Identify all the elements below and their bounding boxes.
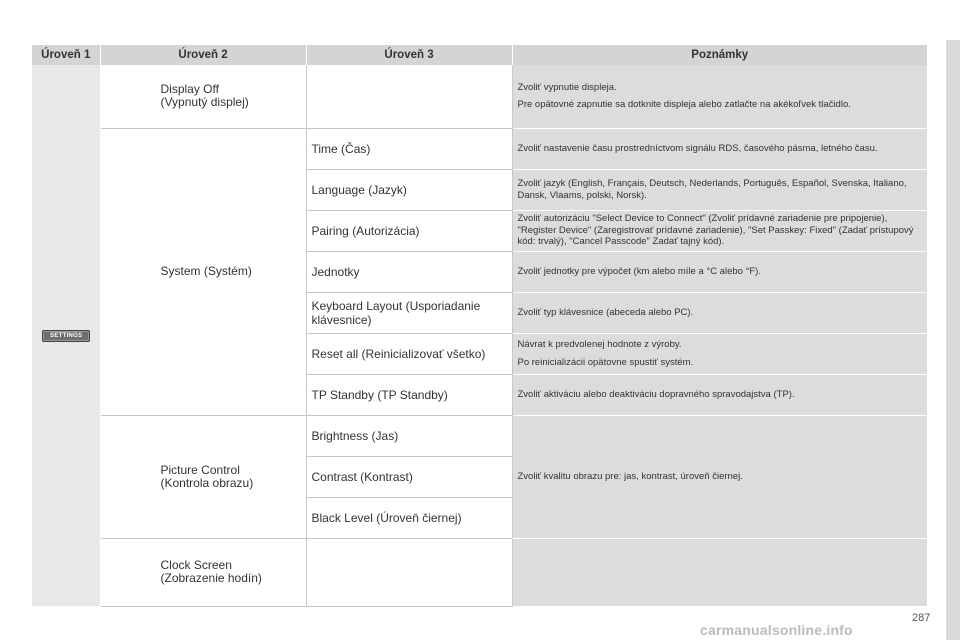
level-3-cell: Time (Čas) xyxy=(306,128,512,169)
level-3-cell: TP Standby (TP Standby) xyxy=(306,374,512,415)
note-text: Zvoliť typ klávesnice (abeceda alebo PC). xyxy=(517,306,694,318)
level-2-sublabel: (Kontrola obrazu) xyxy=(160,475,254,490)
level-2-cell xyxy=(100,415,306,538)
level-3-cell: Jednotky xyxy=(306,251,512,292)
header-level-1: Úroveň 1 xyxy=(32,45,100,65)
level-2-sublabel: (Vypnutý displej) xyxy=(160,95,249,110)
level-2-label: Clock Screen xyxy=(160,558,232,572)
notes-cell xyxy=(512,169,927,210)
level-3-cell: Brightness (Jas) xyxy=(306,415,512,456)
table-row xyxy=(32,128,927,169)
level-2-label: Picture Control xyxy=(160,462,240,477)
note-text: Pre opätovné zapnutie sa dotknite displeja alebo zatlačte na akékoľvek tlačidlo. xyxy=(517,99,851,111)
notes-cell xyxy=(512,251,927,292)
settings-menu-table xyxy=(32,45,927,607)
header-notes: Poznámky xyxy=(512,45,927,65)
notes-cell xyxy=(512,415,927,538)
notes-cell xyxy=(512,374,927,415)
note-text: Po reinicializácii opätovne spustiť systém. xyxy=(517,356,694,368)
note-text: Návrat k predvolenej hodnote z výroby. xyxy=(517,339,682,350)
level-3-cell xyxy=(306,538,512,606)
table-row xyxy=(32,65,927,128)
table-row xyxy=(32,415,927,456)
level-3-cell: Keyboard Layout (Usporiadanie klávesnice) xyxy=(306,292,512,333)
note-text: Zvoliť nastavenie času prostredníctvom signálu RDS, časového pásma, letného času. xyxy=(517,142,878,154)
notes-cell xyxy=(512,333,927,374)
level-2-label: Display Off xyxy=(160,82,219,97)
notes-cell xyxy=(512,210,927,251)
note-text: Zvoliť kvalitu obrazu pre: jas, kontrast, úroveň čiernej. xyxy=(517,470,743,482)
notes-cell xyxy=(512,538,927,606)
page-edge-strip xyxy=(946,40,960,640)
settings-button-icon: SETTINGS xyxy=(42,330,90,342)
watermark: carmanualsonline.info xyxy=(700,622,853,638)
level-3-cell: Reset all (Reinicializovať všetko) xyxy=(306,333,512,374)
level-3-cell: Contrast (Kontrast) xyxy=(306,456,512,497)
level-2-cell xyxy=(100,538,306,606)
note-text: Zvoliť autorizáciu "Select Device to Connect" (Zvoliť prídavné zariadenie pre pripojenie), "Register Device" (Zaregistrovať prídavné zariadenie), "Set Passkey: Fixed" (Zadať prístupový kód: trvalý), "Cancel Passcode" Zadať tajný kód). xyxy=(517,213,914,248)
level-3-cell xyxy=(306,65,512,128)
page-number: 287 xyxy=(912,612,931,624)
level-3-cell: Pairing (Autorizácia) xyxy=(306,210,512,251)
level-2-label: System (Systém) xyxy=(160,264,252,278)
level-2-cell xyxy=(100,128,306,415)
note-text: Zvoliť jednotky pre výpočet (km alebo míle a °C alebo °F). xyxy=(517,265,761,277)
notes-cell xyxy=(512,65,927,128)
header-level-3: Úroveň 3 xyxy=(306,45,512,65)
table-row xyxy=(32,538,927,606)
note-text: Zvoliť vypnutie displeja. xyxy=(517,81,617,93)
level-3-cell: Black Level (Úroveň čiernej) xyxy=(306,497,512,538)
notes-cell xyxy=(512,128,927,169)
header-level-2: Úroveň 2 xyxy=(100,45,306,65)
table-header-row xyxy=(32,45,927,65)
notes-cell xyxy=(512,292,927,333)
note-text: Zvoliť jazyk (English, Français, Deutsch, Nederlands, Português, Español, Svenska, Italiano, Dansk, Vlaams, polski, Norsk). xyxy=(517,178,907,201)
level-3-cell: Language (Jazyk) xyxy=(306,169,512,210)
level-2-sublabel: (Zobrazenie hodín) xyxy=(160,571,262,585)
level-1-cell xyxy=(32,65,100,606)
note-text: Zvoliť aktiváciu alebo deaktiváciu dopravného spravodajstva (TP). xyxy=(517,388,795,400)
level-2-cell xyxy=(100,65,306,128)
